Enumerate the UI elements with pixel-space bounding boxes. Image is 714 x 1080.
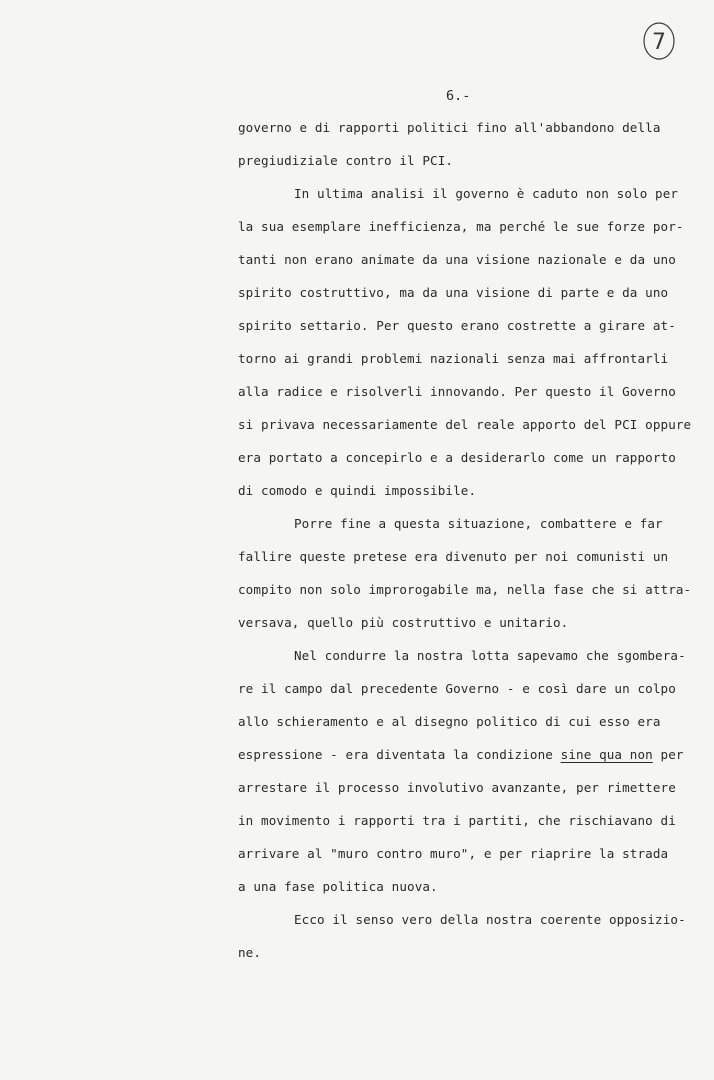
text-line: re il campo dal precedente Governo - e così dare un colpo: [238, 681, 676, 696]
text-line: versava, quello più costruttivo e unitario.: [238, 615, 569, 630]
text-line: in movimento i rapporti tra i partiti, che rischiavano di: [238, 813, 676, 828]
text-line: tanti non erano animate da una visione nazionale e da uno: [238, 252, 676, 267]
text-line: spirito costruttivo, ma da una visione di parte e da uno: [238, 285, 669, 300]
text-line: pregiudiziale contro il PCI.: [238, 153, 454, 168]
text-line: era portato a concepirlo e a desiderarlo come un rapporto: [238, 450, 676, 465]
text-line: arrivare al "muro contro muro", e per riaprire la strada: [238, 846, 669, 861]
text-line: governo e di rapporti politici fino all'abbandono della: [238, 120, 661, 135]
underlined-phrase: sine qua non: [560, 747, 653, 762]
text-line: torno ai grandi problemi nazionali senza mai affrontarli: [238, 351, 669, 366]
text-line: compito non solo improrogabile ma, nella fase che si attra-: [238, 582, 692, 597]
text-line: ne.: [238, 945, 262, 960]
text-line: Nel condurre la nostra lotta sapevamo che sgombera-: [294, 648, 686, 663]
text-line: la sua esemplare inefficienza, ma perché le sue forze por-: [238, 219, 684, 234]
text-line: allo schieramento e al disegno politico di cui esso era: [238, 714, 661, 729]
text-line: In ultima analisi il governo è caduto non solo per: [294, 186, 679, 201]
text-line: a una fase politica nuova.: [238, 879, 438, 894]
text-line: fallire queste pretese era divenuto per noi comunisti un: [238, 549, 669, 564]
text-line: Porre fine a questa situazione, combattere e far: [294, 516, 663, 531]
text-line: Ecco il senso vero della nostra coerente opposizio-: [294, 912, 686, 927]
text-segment: per: [652, 747, 684, 762]
text-line: [238, 747, 684, 763]
text-line: arrestare il processo involutivo avanzante, per rimettere: [238, 780, 676, 795]
stamp-number: 7: [652, 30, 666, 55]
text-line: alla radice e risolverli innovando. Per questo il Governo: [238, 384, 676, 399]
text-segment: espressione - era diventata la condizione: [238, 747, 561, 762]
text-line: spirito settario. Per questo erano costrette a girare at-: [238, 318, 676, 333]
text-line: di comodo e quindi impossibile.: [238, 483, 477, 498]
page-number: 6.-: [446, 88, 471, 104]
circled-number-stamp: [640, 20, 678, 62]
text-line: si privava necessariamente del reale apporto del PCI oppure: [238, 417, 692, 432]
